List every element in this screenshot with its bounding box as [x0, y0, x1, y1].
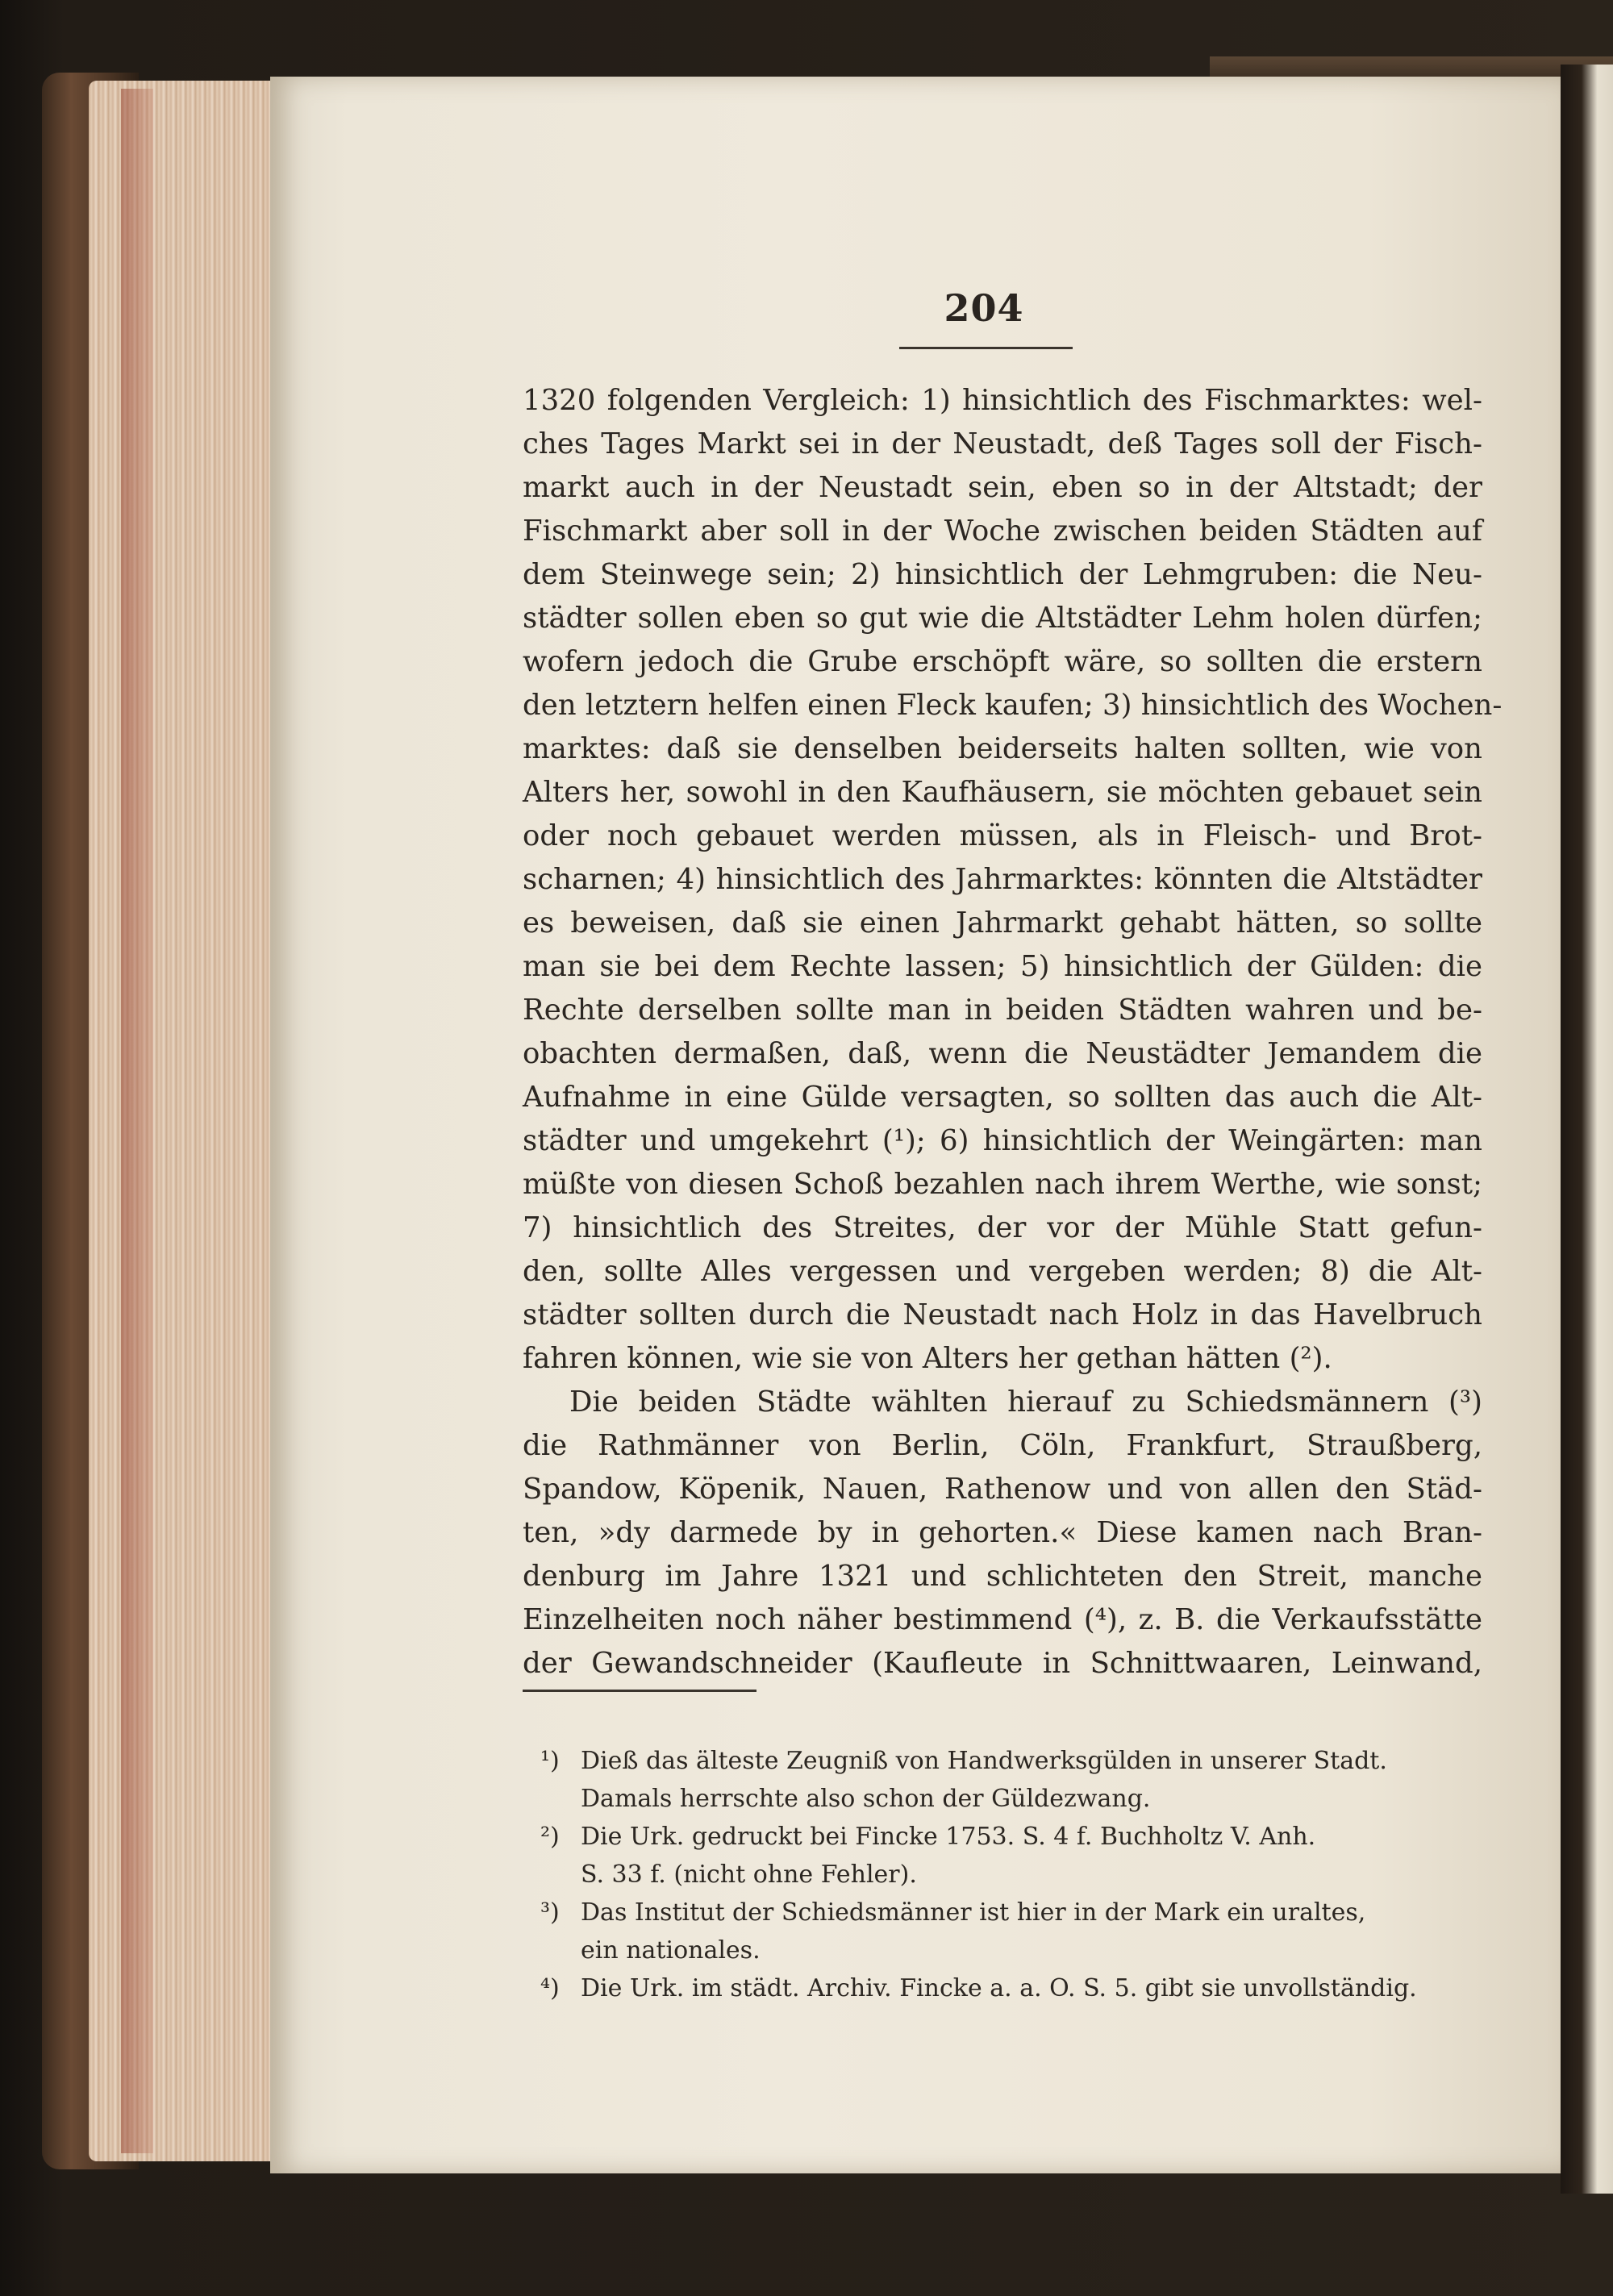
- text-line: ten, »dy darmede by in gehorten.« Diese kamen nach Bran-: [523, 1516, 1482, 1549]
- footnote-mark: ³): [540, 1898, 560, 1927]
- body-text: [523, 379, 1503, 1686]
- footnote-4: [540, 1969, 1484, 2007]
- footnote-mark: ²): [540, 1823, 560, 1851]
- footnote-line: Die Urk. im städt. Archiv. Fincke a. a. O. S. 5. gibt sie unvollständig.: [581, 1974, 1417, 2002]
- paragraph-start-line: Die beiden Städte wählten hierauf zu Schiedsmännern (³): [569, 1386, 1482, 1419]
- gutter-right-edge: [1561, 65, 1613, 2194]
- text-line: Fischmarkt aber soll in der Woche zwischen beiden Städten auf: [523, 515, 1482, 548]
- text-line: es beweisen, daß sie einen Jahrmarkt gehabt hätten, so sollte: [523, 906, 1482, 940]
- text-line: 1320 folgenden Vergleich: 1) hinsichtlich des Fischmarktes: wel-: [523, 384, 1482, 417]
- text-line: städter sollten durch die Neustadt nach Holz in das Havelbruch: [523, 1298, 1482, 1331]
- text-line: dem Steinwege sein; 2) hinsichtlich der Lehmgruben: die Neu-: [523, 558, 1482, 591]
- footnote-mark: ⁴): [540, 1974, 560, 2002]
- text-line: die Rathmänner von Berlin, Cöln, Frankfurt, Straußberg,: [523, 1429, 1482, 1462]
- text-line: städter und umgekehrt (¹); 6) hinsichtlich der Weingärten: man: [523, 1124, 1482, 1157]
- footnote-3: [540, 1894, 1484, 1969]
- text-line: denburg im Jahre 1321 und schlichteten den Streit, manche: [523, 1560, 1482, 1593]
- text-line: den, sollte Alles vergessen und vergeben werden; 8) die Alt-: [523, 1255, 1482, 1288]
- footnote-line: Die Urk. gedruckt bei Fincke 1753. S. 4 f. Buchholtz V. Anh.: [581, 1823, 1316, 1851]
- footnote-line: S. 33 f. (nicht ohne Fehler).: [581, 1861, 917, 1889]
- footnote-line: Das Institut der Schiedsmänner ist hier in der Mark ein uraltes,: [581, 1898, 1366, 1927]
- page-number: 204: [944, 286, 1024, 330]
- text-line: marktes: daß sie denselben beiderseits halten sollten, wie von: [523, 732, 1482, 765]
- footnote-line: ein nationales.: [581, 1936, 761, 1965]
- text-line: müßte von diesen Schoß bezahlen nach ihrem Werthe, wie sonst;: [523, 1168, 1482, 1201]
- text-line: Aufnahme in eine Gülde versagten, so sollten das auch die Alt-: [523, 1081, 1482, 1114]
- footnote-line: Dieß das älteste Zeugniß von Handwerksgülden in unserer Stadt.: [581, 1747, 1387, 1775]
- text-line: Alters her, sowohl in den Kaufhäusern, sie möchten gebauet sein: [523, 776, 1482, 809]
- footnote-mark: ¹): [540, 1747, 560, 1775]
- text-line: Einzelheiten noch näher bestimmend (⁴), z. B. die Verkaufsstätte: [523, 1603, 1482, 1636]
- text-line: Spandow, Köpenik, Nauen, Rathenow und von allen den Städ-: [523, 1473, 1482, 1506]
- page-number-rule: [899, 347, 1073, 349]
- text-line: städter sollen eben so gut wie die Altstädter Lehm holen dürfen;: [523, 602, 1482, 635]
- text-line: fahren können, wie sie von Alters her gethan hätten (²).: [523, 1342, 1332, 1375]
- footnote-2: [540, 1818, 1484, 1894]
- text-line: Rechte derselben sollte man in beiden Städten wahren und be-: [523, 994, 1482, 1027]
- footnote-1: [540, 1742, 1484, 1818]
- footnotes: [540, 1742, 1484, 2007]
- text-line: scharnen; 4) hinsichtlich des Jahrmarktes: könnten die Altstädter: [523, 863, 1482, 896]
- text-line: der Gewandschneider (Kaufleute in Schnittwaaren, Leinwand,: [523, 1647, 1482, 1680]
- page-stack-edges: [89, 81, 274, 2161]
- text-line: markt auch in der Neustadt sein, eben so in der Altstadt; der: [523, 471, 1482, 504]
- text-line: 7) hinsichtlich des Streites, der vor der Mühle Statt gefun-: [523, 1211, 1482, 1244]
- footnote-line: Damals herrschte also schon der Güldezwang.: [581, 1785, 1151, 1813]
- text-line: wofern jedoch die Grube erschöpft wäre, so sollten die erstern: [523, 645, 1482, 678]
- text-line: ches Tages Markt sei in der Neustadt, deß Tages soll der Fisch-: [523, 427, 1482, 460]
- page-edge-stain: [121, 89, 153, 2153]
- text-line: den letztern helfen einen Fleck kaufen; 3) hinsichtlich des Wochen-: [523, 689, 1503, 722]
- text-line: oder noch gebauet werden müssen, als in Fleisch- und Brot-: [523, 819, 1482, 852]
- text-line: man sie bei dem Rechte lassen; 5) hinsichtlich der Gülden: die: [523, 950, 1482, 983]
- footnote-separator: [523, 1690, 756, 1692]
- text-line: obachten dermaßen, daß, wenn die Neustädter Jemandem die: [523, 1037, 1482, 1070]
